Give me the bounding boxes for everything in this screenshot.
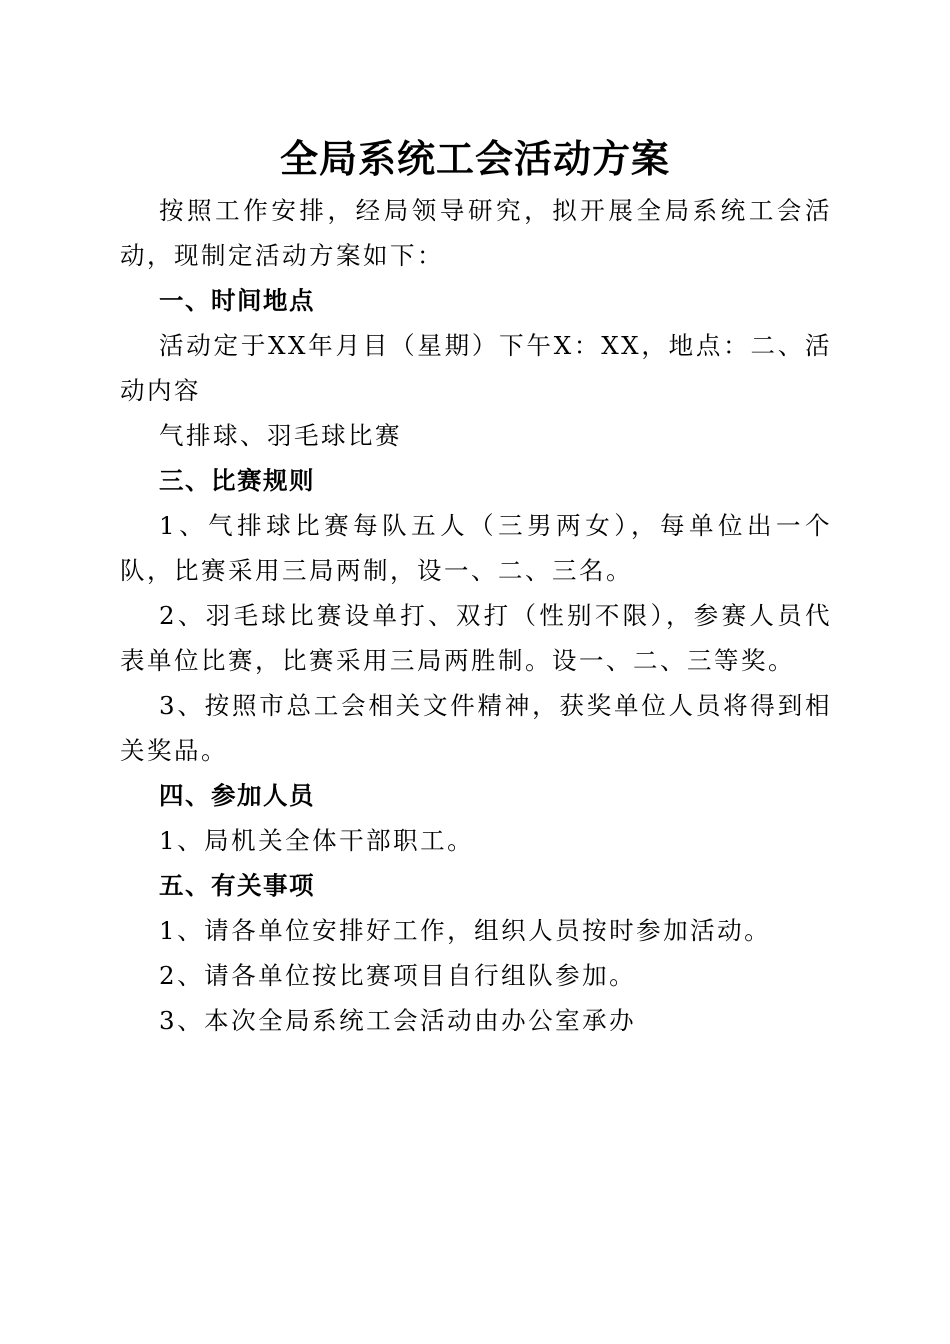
intro-paragraph: 按照工作安排，经局领导研究，拟开展全局系统工会活动，现制定活动方案如下： [120, 196, 832, 270]
section-heading-matters: 五、有关事项 [159, 871, 315, 900]
rule-item: 3、按照市总工会相关文件精神，获奖单位人员将得到相关奖品。 [120, 691, 832, 765]
section-heading-participants: 四、参加人员 [159, 781, 315, 810]
participant-item: 1、局机关全体干部职工。 [159, 826, 475, 855]
activity-items-paragraph: 气排球、羽毛球比赛 [159, 421, 402, 450]
section-heading-time-place: 一、时间地点 [159, 286, 315, 315]
document-body [120, 188, 832, 1043]
matter-item: 2、请各单位按比赛项目自行组队参加。 [159, 961, 637, 990]
matter-item: 1、请各单位安排好工作，组织人员按时参加活动。 [159, 916, 772, 945]
matter-item: 3、本次全局系统工会活动由办公室承办 [159, 1006, 637, 1035]
rule-item: 1、气排球比赛每队五人（三男两女），每单位出一个队，比赛采用三局两制，设一、二、三名。 [120, 511, 832, 585]
document-title: 全局系统工会活动方案 [279, 136, 670, 181]
time-place-paragraph: 活动定于XX年月目（星期）下午X：XX，地点：二、活动内容 [120, 331, 832, 405]
rule-item: 2、羽毛球比赛设单打、双打（性别不限），参赛人员代表单位比赛，比赛采用三局两胜制。设一、二、三等奖。 [120, 601, 832, 675]
section-heading-rules: 三、比赛规则 [159, 466, 315, 495]
